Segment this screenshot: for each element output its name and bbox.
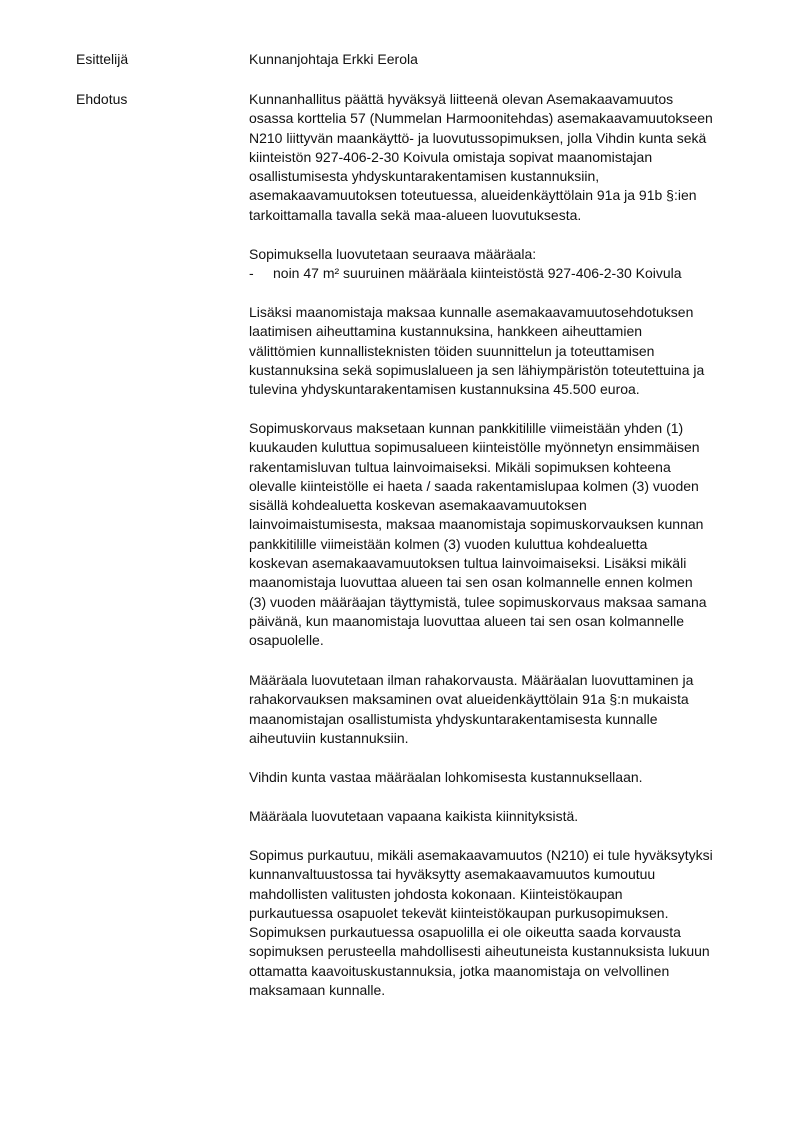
text-line: laatimisen aiheuttamina kustannuksina, hankkeen aiheuttamien [249,323,643,340]
text-line: asemakaavamuutoksen toteutuessa, alueidenkäyttölain 91a ja 91b §:ien [249,187,697,204]
text-line: rahakorvauksen maksaminen ovat alueidenkäyttölain 91a §:n mukaista [249,691,689,708]
presenter-value [249,50,749,69]
text-line: tulevina yhdyskuntarakentamisen kustannuksina 45.500 euroa. [249,381,640,398]
text-line: maanomistajan osallistumista yhdyskuntarakentamisesta kunnalle [249,710,658,727]
text-line: kiinteistön 927-406-2-30 Koivula omistaja sopivat maanomistajan [249,148,653,165]
text-line: Kunnanhallitus päättä hyväksyä liitteenä olevan Asemakaavamuutos [249,91,674,107]
proposal-paragraph-compensation [249,671,749,748]
text-line: Määräala luovutetaan vapaana kaikista kiinnityksistä. [249,808,579,824]
proposal-paragraph-transfer [249,245,749,284]
text-line: (3) vuoden määräajan täyttymistä, tulee sopimuskorvaus maksaa samana [249,593,707,610]
text-line: Lisäksi maanomistaja maksaa kunnalle asemakaavamuutosehdotuksen [249,304,694,320]
text-line: mahdollisten valitusten johdosta kokonaan. Kiinteistökaupan [249,885,623,902]
proposal-paragraph-costs [249,303,749,399]
text-line: N210 liittyvän maankäyttö- ja luovutussopimuksen, jolla Vihdin kunta sekä [249,129,707,146]
text-line: Sopimuksen purkautuessa osapuolilla ei ole oikeutta saada korvausta [249,924,681,941]
text-line: Sopimuksella luovutetaan seuraava määräala: [249,246,537,262]
proposal-paragraph-intro [249,90,749,225]
text-line: maanomistaja luovuttaa alueen tai sen osan kolmannelle ennen kolmen [249,574,693,591]
bullet-text: noin 47 m² suuruinen määräala kiinteistöstä 927-406-2-30 Koivula [273,265,682,282]
text-line: rakentamisluvan tultua lainvoimaiseksi. Mikäli sopimuksen kohteena [249,458,671,475]
text-line: kustannuksina sekä sopimuslalueen ja sen lähiympäristön toteutettuina ja [249,361,705,378]
text-line: Sopimus purkautuu, mikäli asemakaavamuutos (N210) ei tule hyväksytyksi [249,847,713,863]
text-line: tarkoittamalla tavalla sekä maa-alueen luovutuksesta. [249,206,582,223]
text-line: kuukauden kuluttua sopimusalueen kiinteistölle myönnetyn ensimmäisen [249,439,700,456]
text-line: osassa korttelia 57 (Nummelan Harmoonitehdas) asemakaavamuutokseen [249,110,713,127]
text-line: Sopimuskorvaus maksetaan kunnan pankkitilille viimeistään yhden (1) [249,420,684,436]
text-line: maksamaan kunnalle. [249,982,386,999]
text-line: lainvoimaistumisesta, maksaa maanomistaja sopimuskorvauksen kunnan [249,516,704,533]
proposal-paragraph-payment [249,419,749,651]
proposal-label: Ehdotus [76,91,128,107]
proposal-paragraph-termination [249,846,749,1000]
bullet-mark: - [249,265,254,282]
text-line: aiheutuviin kustannuksiin. [249,729,409,746]
presenter-label: Esittelijä [76,51,129,67]
text-line: olevalle kiinteistölle ei haeta / saada rakentamislupaa kolmen (3) vuoden [249,477,699,494]
text-line: pankkitilille viimeistään kolmen (3) vuoden kuluttua kohdealuetta [249,535,648,552]
text-line: välittömien kunnallisteknisten töiden suunnittelun ja toteuttamisen [249,342,655,359]
text-line: kunnanvaltuustossa tai hyväksytty asemakaavamuutos kumoutuu [249,866,656,883]
proposal-paragraph-parceling [249,768,749,787]
text-line: Vihdin kunta vastaa määräalan lohkomisesta kustannuksellaan. [249,769,643,785]
text-line: sopimuksen perusteella mahdollisesti aiheutuneista kustannuksista lukuun [249,943,710,960]
text-line: Määräala luovutetaan ilman rahakorvausta. Määräalan luovuttaminen ja [249,672,694,688]
text-line: ottamatta kaavoituskustannuksia, jotka maanomistaja on velvollinen [249,962,670,979]
bullet-item [249,264,749,283]
presenter-name: Kunnanjohtaja Erkki Eerola [249,51,418,67]
text-line: sisällä kohdealuetta koskevan asemakaavamuutoksen [249,497,587,514]
text-line: osapuolelle. [249,632,324,649]
text-line: koskevan asemakaavamuutoksen tultua lainvoimaiseksi. Lisäksi mikäli [249,555,687,572]
text-line: päivänä, kun maanomistaja luovuttaa alueen tai sen osan kolmannelle [249,612,685,629]
text-line: osallistumisesta yhdyskuntarakentamisen kustannuksiin, [249,168,600,185]
proposal-paragraph-encumbrance [249,807,749,826]
text-line: purkautuessa osapuolet tekevät kiinteistökaupan purkusopimuksen. [249,904,669,921]
